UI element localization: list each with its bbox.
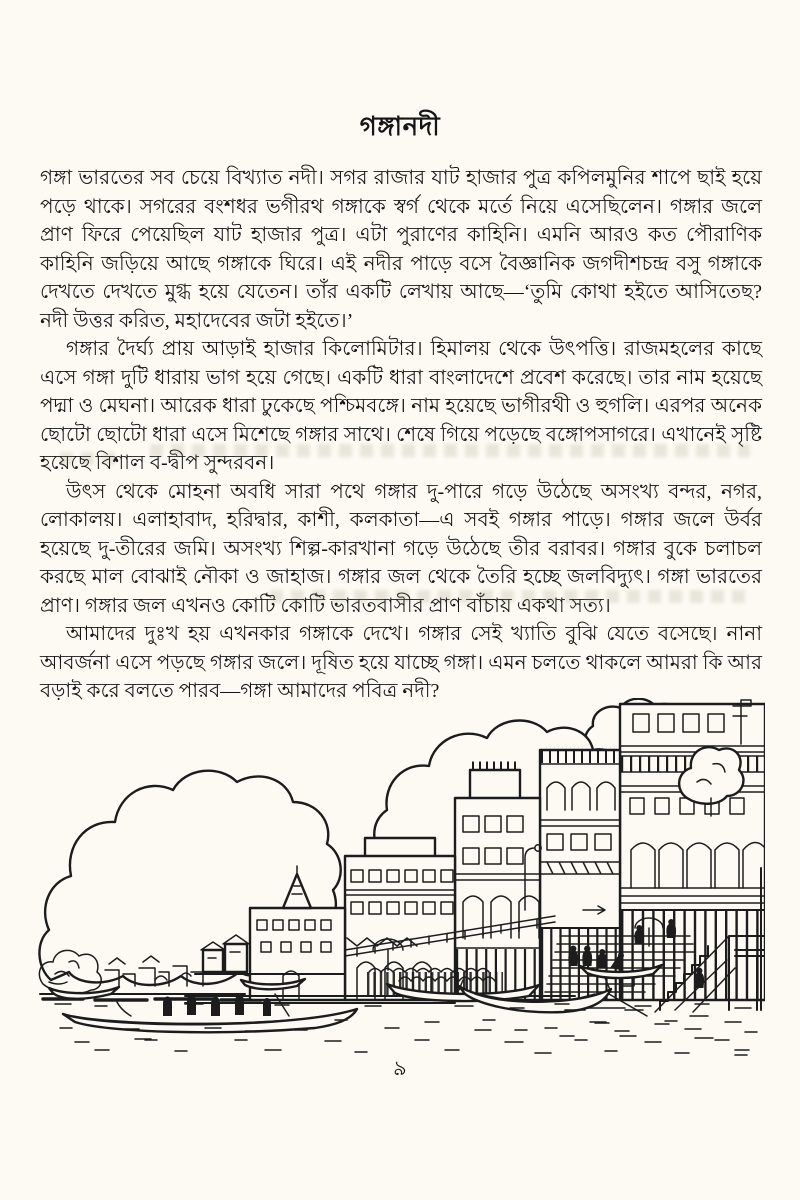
body-text bbox=[40, 164, 762, 706]
building-center bbox=[455, 766, 540, 1000]
chapter-title: গঙ্গানদী bbox=[359, 112, 441, 141]
ganga-ghat-sketch bbox=[35, 698, 765, 1060]
paragraph-3: উৎস থেকে মোহনা অবধি সারা পথে গঙ্গার দু-পারে গড়ে উঠেছে অসংখ্য বন্দর, নগর, লোকালয়। এলাহাবাদ, হরিদ্বার, কাশী, কলকাতা—এ সবই গঙ্গার পাড়ে। গঙ্গার জলে উর্বর হয়েছে দু-তীরের জমি। অসংখ্য শিল্প-কারখানা গড়ে উঠেছে তীর বরাবর। গঙ্গার বুকে চলাচল করছে মাল বোঝাই নৌকা ও জাহাজ। গঙ্গার জল থেকে তৈরি হচ্ছে জলবিদ্যুৎ। গঙ্গা ভারতের প্রাণ। গঙ্গার জল এখনও কোটি কোটি ভারতবাসীর প্রাণ বাঁচায় একথা সত্য। bbox=[40, 480, 762, 617]
page-number: ৯ bbox=[393, 1056, 407, 1080]
paragraph-1: গঙ্গা ভারতের সব চেয়ে বিখ্যাত নদী। সগর রাজার যাট হাজার পুত্র কপিলমুনির শাপে ছাই হয়ে পড়ে থাকে। সগরের বংশধর ভগীরথ গঙ্গাকে স্বর্গ থেকে মর্তে নিয়ে এসেছিলেন। গঙ্গার জলে প্রাণ ফিরে পেয়েছিল যাট হাজার পুত্র। এটা পুরাণের কাহিনি। এমনি আরও কত পৌরাণিক কাহিনি জড়িয়ে আছে গঙ্গাকে ঘিরে। এই নদীর পাড়ে বসে বৈজ্ঞানিক জগদীশচন্দ্র বসু গঙ্গাকে দেখতে দেখতে মুগ্ধ হয়ে যেতেন। তাঁর একটি লেখায় আছে—‘তুমি কোথা হইতে আসিতেছ? নদী উত্তর করিত, মহাদেবের জটা হইতে।’ bbox=[40, 167, 762, 332]
paragraph-4: আমাদের দুঃখ হয় এখনকার গঙ্গাকে দেখে। গঙ্গার সেই খ্যাতি বুঝি যেতে বসেছে। নানা আবর্জনা এসে পড়ছে গঙ্গার জলে। দূষিত হয়ে যাচ্ছে গঙ্গা। এমন চলতে থাকলে আমরা কি আর বড়াই করে বলতে পারব—গঙ্গা আমাদের পবিত্র নদী? bbox=[40, 623, 762, 702]
small-boat bbox=[49, 987, 119, 999]
paragraph-2: গঙ্গার দৈর্ঘ্য প্রায় আড়াই হাজার কিলোমিটার। হিমালয় থেকে উৎপত্তি। রাজমহলের কাছে এসে গঙ্গা দুটি ধারায় ভাগ হয়ে গেছে। একটি ধারা বাংলাদেশে প্রবেশ করেছে। তার নাম হয়েছে পদ্মা ও মেঘনা। আরেক ধারা ঢুকেছে পশ্চিমবঙ্গে। নাম হয়েছে ভাগীরথী ও হুগলি। এরপর অনেক ছোটো ছোটো ধারা এসে মিশেছে গঙ্গার সাথে। শেষে গিয়ে পড়েছে বঙ্গোপসাগরে। এখানেই সৃষ্টি হয়েছে বিশাল ব-দ্বীপ সুন্দরবন। bbox=[40, 338, 762, 474]
ganga-ghat-illustration bbox=[35, 698, 765, 1060]
building-right-wing bbox=[540, 750, 620, 1000]
